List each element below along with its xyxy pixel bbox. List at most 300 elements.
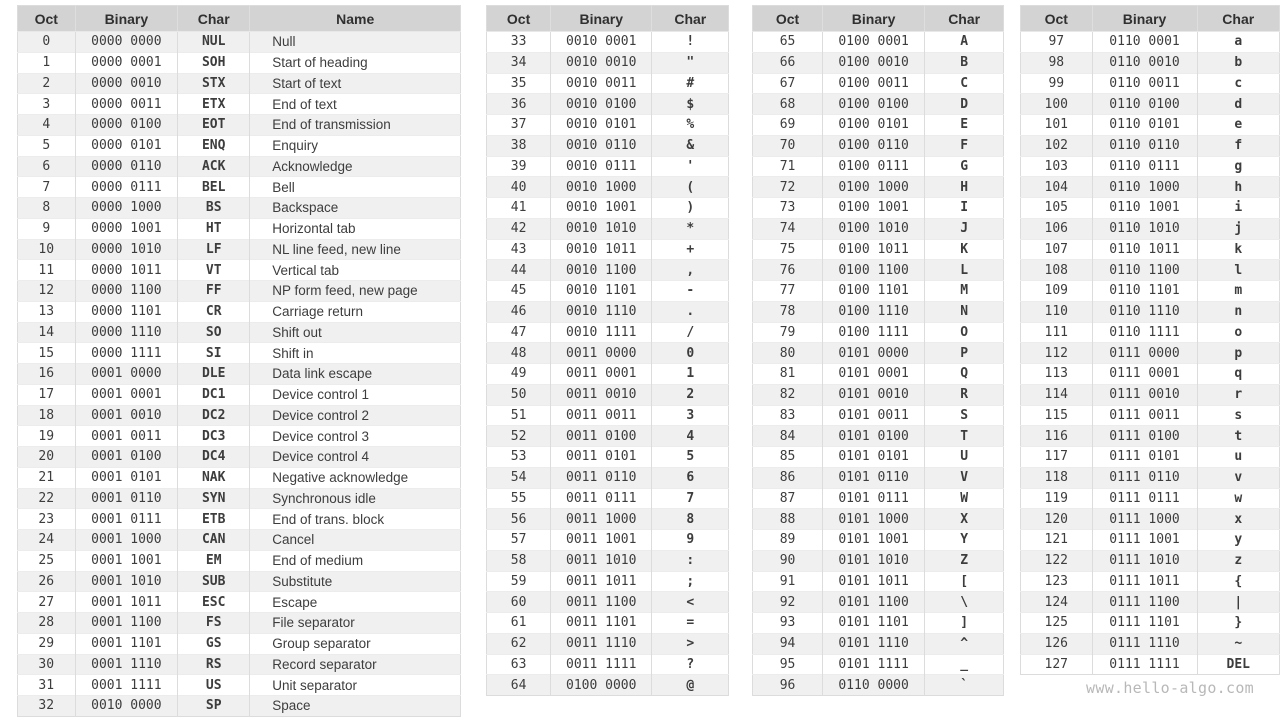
table-row xyxy=(18,488,461,509)
table-row xyxy=(753,239,1004,260)
char-cell: g xyxy=(1197,156,1279,177)
char-cell: z xyxy=(1197,550,1279,571)
oct-cell: 21 xyxy=(18,467,76,488)
binary-cell: 0110 1111 xyxy=(1092,322,1197,343)
binary-cell: 0110 0111 xyxy=(1092,156,1197,177)
char-cell: A xyxy=(925,32,1004,53)
oct-cell: 14 xyxy=(18,322,76,343)
name-cell: Start of heading xyxy=(250,52,461,73)
binary-cell: 0001 0111 xyxy=(75,509,178,530)
oct-cell: 17 xyxy=(18,384,76,405)
name-cell: Vertical tab xyxy=(250,260,461,281)
char-cell: = xyxy=(652,613,729,634)
oct-cell: 81 xyxy=(753,364,823,385)
char-cell: e xyxy=(1197,115,1279,136)
char-cell: SP xyxy=(178,696,250,717)
oct-cell: 103 xyxy=(1021,156,1093,177)
char-cell: DC1 xyxy=(178,384,250,405)
oct-cell: 58 xyxy=(487,550,551,571)
oct-column-header: Oct xyxy=(18,6,76,32)
oct-cell: 46 xyxy=(487,301,551,322)
char-cell: N xyxy=(925,301,1004,322)
oct-cell: 126 xyxy=(1021,633,1093,654)
binary-cell: 0101 1101 xyxy=(822,613,924,634)
char-column-header: Char xyxy=(652,6,729,32)
oct-cell: 15 xyxy=(18,343,76,364)
table-row xyxy=(487,301,729,322)
oct-cell: 25 xyxy=(18,550,76,571)
binary-cell: 0111 0101 xyxy=(1092,447,1197,468)
table-row xyxy=(753,613,1004,634)
binary-cell: 0010 0011 xyxy=(551,73,652,94)
table-row xyxy=(487,281,729,302)
table-row xyxy=(18,260,461,281)
binary-cell: 0100 1011 xyxy=(822,239,924,260)
char-cell: J xyxy=(925,218,1004,239)
oct-cell: 109 xyxy=(1021,281,1093,302)
char-cell: O xyxy=(925,322,1004,343)
table-row xyxy=(487,364,729,385)
char-cell: DEL xyxy=(1197,654,1279,675)
table-row xyxy=(18,696,461,717)
binary-cell: 0111 1000 xyxy=(1092,509,1197,530)
binary-cell: 0110 0010 xyxy=(1092,52,1197,73)
name-cell: NL line feed, new line xyxy=(250,239,461,260)
char-cell: BS xyxy=(178,198,250,219)
char-cell: ] xyxy=(925,613,1004,634)
binary-cell: 0101 0101 xyxy=(822,447,924,468)
table-row xyxy=(753,281,1004,302)
char-cell: # xyxy=(652,73,729,94)
table-row xyxy=(753,135,1004,156)
oct-cell: 89 xyxy=(753,530,823,551)
table-row xyxy=(487,530,729,551)
table-row xyxy=(18,509,461,530)
oct-cell: 98 xyxy=(1021,52,1093,73)
table-row xyxy=(1021,405,1280,426)
header-row xyxy=(1021,6,1280,32)
oct-cell: 60 xyxy=(487,592,551,613)
char-cell: FF xyxy=(178,281,250,302)
oct-cell: 67 xyxy=(753,73,823,94)
binary-cell: 0110 0001 xyxy=(1092,32,1197,53)
table-row xyxy=(753,426,1004,447)
oct-cell: 114 xyxy=(1021,384,1093,405)
char-cell: Q xyxy=(925,364,1004,385)
oct-cell: 68 xyxy=(753,94,823,115)
oct-cell: 111 xyxy=(1021,322,1093,343)
binary-cell: 0111 0011 xyxy=(1092,405,1197,426)
char-cell: u xyxy=(1197,447,1279,468)
ascii-table-control-chars xyxy=(17,5,461,717)
oct-cell: 9 xyxy=(18,218,76,239)
table-row xyxy=(18,364,461,385)
binary-cell: 0000 0010 xyxy=(75,73,178,94)
binary-cell: 0011 1010 xyxy=(551,550,652,571)
table-row xyxy=(487,654,729,675)
char-cell: W xyxy=(925,488,1004,509)
oct-cell: 2 xyxy=(18,73,76,94)
char-cell: \ xyxy=(925,592,1004,613)
table-row xyxy=(753,384,1004,405)
char-cell: 2 xyxy=(652,384,729,405)
oct-cell: 19 xyxy=(18,426,76,447)
table-row xyxy=(1021,218,1280,239)
binary-cell: 0100 0111 xyxy=(822,156,924,177)
binary-cell: 0010 0101 xyxy=(551,115,652,136)
oct-cell: 10 xyxy=(18,239,76,260)
binary-column-header: Binary xyxy=(822,6,924,32)
header-row xyxy=(753,6,1004,32)
char-cell: w xyxy=(1197,488,1279,509)
oct-cell: 78 xyxy=(753,301,823,322)
char-cell: EOT xyxy=(178,115,250,136)
table-row xyxy=(18,32,461,53)
binary-cell: 0110 0011 xyxy=(1092,73,1197,94)
name-cell: Device control 4 xyxy=(250,447,461,468)
binary-cell: 0100 1110 xyxy=(822,301,924,322)
table-row xyxy=(18,633,461,654)
oct-cell: 117 xyxy=(1021,447,1093,468)
char-cell: P xyxy=(925,343,1004,364)
name-cell: Substitute xyxy=(250,571,461,592)
table-row xyxy=(1021,613,1280,634)
oct-cell: 123 xyxy=(1021,571,1093,592)
oct-cell: 40 xyxy=(487,177,551,198)
oct-cell: 3 xyxy=(18,94,76,115)
char-cell: a xyxy=(1197,32,1279,53)
table-row xyxy=(1021,156,1280,177)
oct-cell: 85 xyxy=(753,447,823,468)
table-row xyxy=(1021,592,1280,613)
char-cell: k xyxy=(1197,239,1279,260)
binary-cell: 0100 0100 xyxy=(822,94,924,115)
oct-cell: 124 xyxy=(1021,592,1093,613)
binary-cell: 0110 1001 xyxy=(1092,198,1197,219)
char-cell: ESC xyxy=(178,592,250,613)
oct-cell: 61 xyxy=(487,613,551,634)
table-row xyxy=(753,94,1004,115)
table-row xyxy=(18,343,461,364)
table-row xyxy=(18,177,461,198)
table-row xyxy=(753,633,1004,654)
table-row xyxy=(753,654,1004,675)
oct-cell: 93 xyxy=(753,613,823,634)
binary-cell: 0100 0000 xyxy=(551,675,652,696)
binary-cell: 0001 1111 xyxy=(75,675,178,696)
binary-cell: 0011 0100 xyxy=(551,426,652,447)
table-row xyxy=(753,550,1004,571)
binary-cell: 0111 1111 xyxy=(1092,654,1197,675)
oct-cell: 88 xyxy=(753,509,823,530)
char-cell: ` xyxy=(925,675,1004,696)
binary-cell: 0000 0000 xyxy=(75,32,178,53)
oct-cell: 57 xyxy=(487,530,551,551)
binary-cell: 0000 1011 xyxy=(75,260,178,281)
oct-cell: 44 xyxy=(487,260,551,281)
binary-cell: 0010 0000 xyxy=(75,696,178,717)
table-row xyxy=(18,675,461,696)
char-cell: { xyxy=(1197,571,1279,592)
binary-cell: 0010 0111 xyxy=(551,156,652,177)
name-cell: File separator xyxy=(250,613,461,634)
oct-cell: 53 xyxy=(487,447,551,468)
char-cell: DLE xyxy=(178,364,250,385)
char-cell: R xyxy=(925,384,1004,405)
char-cell: ~ xyxy=(1197,633,1279,654)
char-cell: + xyxy=(652,239,729,260)
binary-cell: 0100 1111 xyxy=(822,322,924,343)
table-row xyxy=(18,198,461,219)
binary-cell: 0010 1011 xyxy=(551,239,652,260)
table-row xyxy=(753,52,1004,73)
oct-cell: 74 xyxy=(753,218,823,239)
binary-cell: 0110 0101 xyxy=(1092,115,1197,136)
char-cell: US xyxy=(178,675,250,696)
oct-cell: 65 xyxy=(753,32,823,53)
name-cell: End of trans. block xyxy=(250,509,461,530)
name-cell: Synchronous idle xyxy=(250,488,461,509)
binary-cell: 0010 0110 xyxy=(551,135,652,156)
binary-cell: 0101 1110 xyxy=(822,633,924,654)
name-cell: Bell xyxy=(250,177,461,198)
oct-cell: 26 xyxy=(18,571,76,592)
char-cell: - xyxy=(652,281,729,302)
binary-cell: 0100 1001 xyxy=(822,198,924,219)
binary-cell: 0001 0110 xyxy=(75,488,178,509)
char-cell: | xyxy=(1197,592,1279,613)
fourth-column xyxy=(1020,5,1280,697)
oct-cell: 82 xyxy=(753,384,823,405)
oct-cell: 0 xyxy=(18,32,76,53)
binary-cell: 0001 1010 xyxy=(75,571,178,592)
oct-cell: 86 xyxy=(753,467,823,488)
char-cell: X xyxy=(925,509,1004,530)
binary-cell: 0011 1100 xyxy=(551,592,652,613)
binary-cell: 0000 0111 xyxy=(75,177,178,198)
oct-cell: 64 xyxy=(487,675,551,696)
table-row xyxy=(1021,322,1280,343)
binary-cell: 0101 0111 xyxy=(822,488,924,509)
oct-cell: 116 xyxy=(1021,426,1093,447)
char-cell: GS xyxy=(178,633,250,654)
binary-cell: 0001 1001 xyxy=(75,550,178,571)
char-cell: C xyxy=(925,73,1004,94)
ascii-table xyxy=(752,5,1004,696)
char-cell: BEL xyxy=(178,177,250,198)
char-cell: G xyxy=(925,156,1004,177)
table-row xyxy=(1021,467,1280,488)
char-cell: I xyxy=(925,198,1004,219)
table-row xyxy=(753,675,1004,696)
char-cell: V xyxy=(925,467,1004,488)
table-row xyxy=(753,447,1004,468)
binary-cell: 0011 1101 xyxy=(551,613,652,634)
oct-cell: 18 xyxy=(18,405,76,426)
table-row xyxy=(487,675,729,696)
char-cell: [ xyxy=(925,571,1004,592)
char-cell: HT xyxy=(178,218,250,239)
char-cell: f xyxy=(1197,135,1279,156)
binary-cell: 0111 0001 xyxy=(1092,364,1197,385)
table-row xyxy=(1021,530,1280,551)
oct-cell: 63 xyxy=(487,654,551,675)
binary-cell: 0011 0110 xyxy=(551,467,652,488)
oct-cell: 80 xyxy=(753,343,823,364)
name-cell: Acknowledge xyxy=(250,156,461,177)
ascii-table-97-127 xyxy=(1020,5,1280,675)
binary-cell: 0100 0110 xyxy=(822,135,924,156)
char-cell: H xyxy=(925,177,1004,198)
binary-cell: 0110 0110 xyxy=(1092,135,1197,156)
binary-cell: 0101 1000 xyxy=(822,509,924,530)
oct-cell: 6 xyxy=(18,156,76,177)
binary-cell: 0001 0100 xyxy=(75,447,178,468)
char-cell: 5 xyxy=(652,447,729,468)
char-cell: U xyxy=(925,447,1004,468)
table-row xyxy=(487,52,729,73)
char-cell: m xyxy=(1197,281,1279,302)
oct-cell: 28 xyxy=(18,613,76,634)
header-row xyxy=(18,6,461,32)
binary-cell: 0111 0110 xyxy=(1092,467,1197,488)
binary-cell: 0110 1000 xyxy=(1092,177,1197,198)
binary-column-header: Binary xyxy=(75,6,178,32)
char-cell: T xyxy=(925,426,1004,447)
table-row xyxy=(1021,94,1280,115)
table-row xyxy=(487,177,729,198)
char-cell: DC4 xyxy=(178,447,250,468)
oct-cell: 66 xyxy=(753,52,823,73)
binary-cell: 0110 1011 xyxy=(1092,239,1197,260)
table-row xyxy=(487,405,729,426)
table-row xyxy=(753,198,1004,219)
table-row xyxy=(18,73,461,94)
oct-cell: 69 xyxy=(753,115,823,136)
name-cell: End of text xyxy=(250,94,461,115)
binary-cell: 0111 1011 xyxy=(1092,571,1197,592)
table-row xyxy=(18,571,461,592)
binary-cell: 0110 0100 xyxy=(1092,94,1197,115)
char-cell: CR xyxy=(178,301,250,322)
binary-cell: 0101 0011 xyxy=(822,405,924,426)
ascii-table xyxy=(1020,5,1280,675)
table-row xyxy=(487,384,729,405)
binary-cell: 0010 1100 xyxy=(551,260,652,281)
name-cell: Device control 3 xyxy=(250,426,461,447)
table-row xyxy=(487,156,729,177)
table-row xyxy=(487,94,729,115)
name-cell: Backspace xyxy=(250,198,461,219)
name-column-header: Name xyxy=(250,6,461,32)
oct-cell: 22 xyxy=(18,488,76,509)
char-column-header: Char xyxy=(1197,6,1279,32)
char-cell: r xyxy=(1197,384,1279,405)
oct-cell: 32 xyxy=(18,696,76,717)
name-cell: Shift in xyxy=(250,343,461,364)
binary-cell: 0010 1110 xyxy=(551,301,652,322)
oct-cell: 96 xyxy=(753,675,823,696)
table-row xyxy=(753,343,1004,364)
table-row xyxy=(1021,509,1280,530)
char-cell: FS xyxy=(178,613,250,634)
char-cell: ; xyxy=(652,571,729,592)
binary-cell: 0001 0011 xyxy=(75,426,178,447)
char-cell: @ xyxy=(652,675,729,696)
table-row xyxy=(1021,364,1280,385)
binary-cell: 0111 1110 xyxy=(1092,633,1197,654)
char-cell: ETB xyxy=(178,509,250,530)
table-row xyxy=(753,32,1004,53)
char-cell: SOH xyxy=(178,52,250,73)
char-cell: EM xyxy=(178,550,250,571)
oct-cell: 100 xyxy=(1021,94,1093,115)
table-row xyxy=(1021,343,1280,364)
table-row xyxy=(753,260,1004,281)
char-cell: NUL xyxy=(178,32,250,53)
table-row xyxy=(487,447,729,468)
oct-cell: 90 xyxy=(753,550,823,571)
char-cell: 3 xyxy=(652,405,729,426)
oct-cell: 115 xyxy=(1021,405,1093,426)
table-row xyxy=(487,509,729,530)
char-cell: 7 xyxy=(652,488,729,509)
table-row xyxy=(18,530,461,551)
binary-cell: 0001 1110 xyxy=(75,654,178,675)
name-cell: Cancel xyxy=(250,530,461,551)
table-row xyxy=(753,156,1004,177)
table-row xyxy=(753,322,1004,343)
table-row xyxy=(1021,488,1280,509)
oct-cell: 83 xyxy=(753,405,823,426)
table-row xyxy=(18,94,461,115)
binary-cell: 0101 0000 xyxy=(822,343,924,364)
char-cell: VT xyxy=(178,260,250,281)
oct-cell: 102 xyxy=(1021,135,1093,156)
char-cell: ' xyxy=(652,156,729,177)
table-row xyxy=(487,218,729,239)
oct-cell: 72 xyxy=(753,177,823,198)
oct-cell: 35 xyxy=(487,73,551,94)
name-cell: Device control 1 xyxy=(250,384,461,405)
binary-cell: 0011 0011 xyxy=(551,405,652,426)
binary-cell: 0100 1000 xyxy=(822,177,924,198)
oct-cell: 4 xyxy=(18,115,76,136)
char-cell: v xyxy=(1197,467,1279,488)
table-row xyxy=(18,135,461,156)
char-cell: ETX xyxy=(178,94,250,115)
table-row xyxy=(1021,198,1280,219)
char-cell: 8 xyxy=(652,509,729,530)
name-cell: Device control 2 xyxy=(250,405,461,426)
oct-cell: 16 xyxy=(18,364,76,385)
binary-cell: 0000 0110 xyxy=(75,156,178,177)
binary-cell: 0111 1010 xyxy=(1092,550,1197,571)
binary-cell: 0000 0001 xyxy=(75,52,178,73)
binary-cell: 0111 1101 xyxy=(1092,613,1197,634)
name-cell: Negative acknowledge xyxy=(250,467,461,488)
binary-cell: 0000 1111 xyxy=(75,343,178,364)
table-row xyxy=(1021,550,1280,571)
char-cell: SO xyxy=(178,322,250,343)
char-cell: Z xyxy=(925,550,1004,571)
char-cell: . xyxy=(652,301,729,322)
char-cell: NAK xyxy=(178,467,250,488)
binary-cell: 0011 0000 xyxy=(551,343,652,364)
oct-cell: 27 xyxy=(18,592,76,613)
binary-cell: 0101 0001 xyxy=(822,364,924,385)
oct-column-header: Oct xyxy=(753,6,823,32)
